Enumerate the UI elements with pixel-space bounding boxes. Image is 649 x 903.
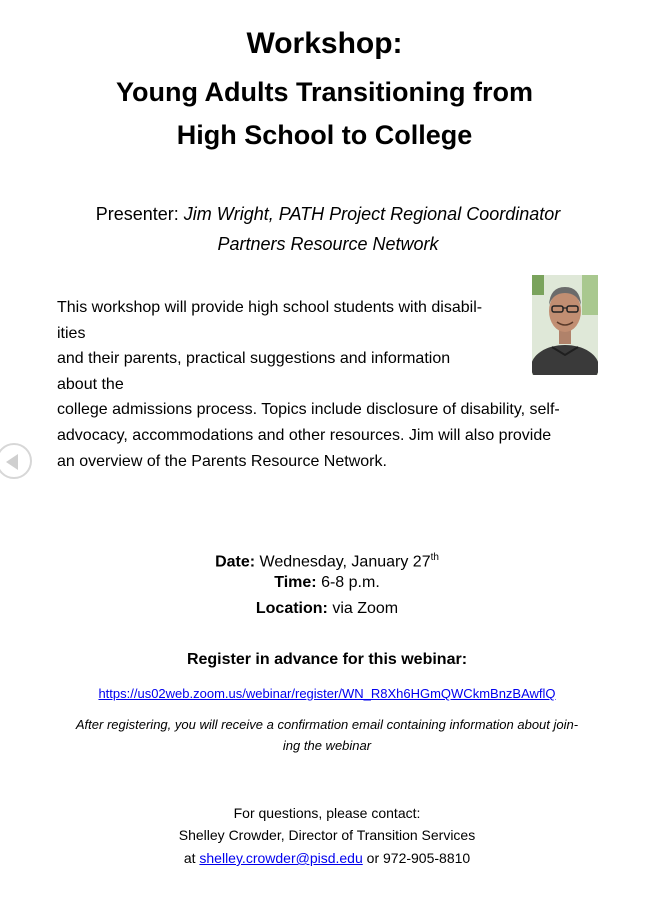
registration-note-line: After registering, you will receive a confirmation email containing information about join- (75, 717, 579, 732)
time-label: Time: (274, 574, 317, 591)
description-line: advocacy, accommodations and other resources. Jim will also provide (57, 426, 552, 444)
registration-note-line: ing the webinar (282, 738, 372, 753)
description-line: about the (57, 375, 124, 393)
location-label: Location: (255, 600, 328, 617)
contact-phone: or 972-905-8810 (362, 850, 471, 866)
presenter-line (0, 199, 649, 229)
description-line: and their parents, practical suggestions and information (57, 350, 451, 368)
contact-person: Shelley Crowder, Director of Transition Services (178, 827, 476, 843)
event-location (0, 596, 649, 622)
register-heading: Register in advance for this webinar: (186, 651, 468, 668)
description-line: ities (57, 324, 86, 342)
contact-email-link[interactable]: shelley.crowder@pisd.edu (199, 850, 363, 866)
title-line-3: High School to College (176, 120, 473, 150)
presenter-name: Jim Wright, PATH Project Regional Coordinator (183, 204, 561, 224)
description-line: This workshop will provide high school students with disabil- (57, 299, 483, 316)
location-value: via Zoom (327, 600, 399, 617)
contact-intro: For questions, please contact: (233, 805, 421, 821)
contact-at: at (183, 850, 200, 866)
time-value: 6-8 p.m. (316, 574, 380, 591)
registration-link-line (0, 685, 649, 703)
presenter-organization: Partners Resource Network (217, 234, 439, 254)
date-label: Date: (215, 553, 256, 571)
title-workshop: Workshop: (246, 27, 403, 60)
registration-link[interactable]: https://us02web.zoom.us/webinar/register/WN_R8Xh6HGmQWCkmBnzBAwflQ (98, 686, 556, 701)
event-time (0, 570, 649, 596)
description-line: an overview of the Parents Resource Network. (57, 452, 387, 470)
workshop-description (57, 295, 602, 474)
title-line-2: Young Adults Transitioning from (116, 77, 533, 107)
presenter-organization-line (0, 229, 649, 259)
registration-note (57, 714, 597, 756)
date-value: Wednesday, January 27 (255, 553, 431, 571)
presenter-label: Presenter: (95, 204, 184, 224)
contact-details (0, 847, 649, 870)
description-line: college admissions process. Topics include disclosure of disability, self- (57, 401, 560, 419)
date-suffix: th (430, 552, 439, 563)
chevron-left-icon[interactable] (0, 443, 32, 479)
